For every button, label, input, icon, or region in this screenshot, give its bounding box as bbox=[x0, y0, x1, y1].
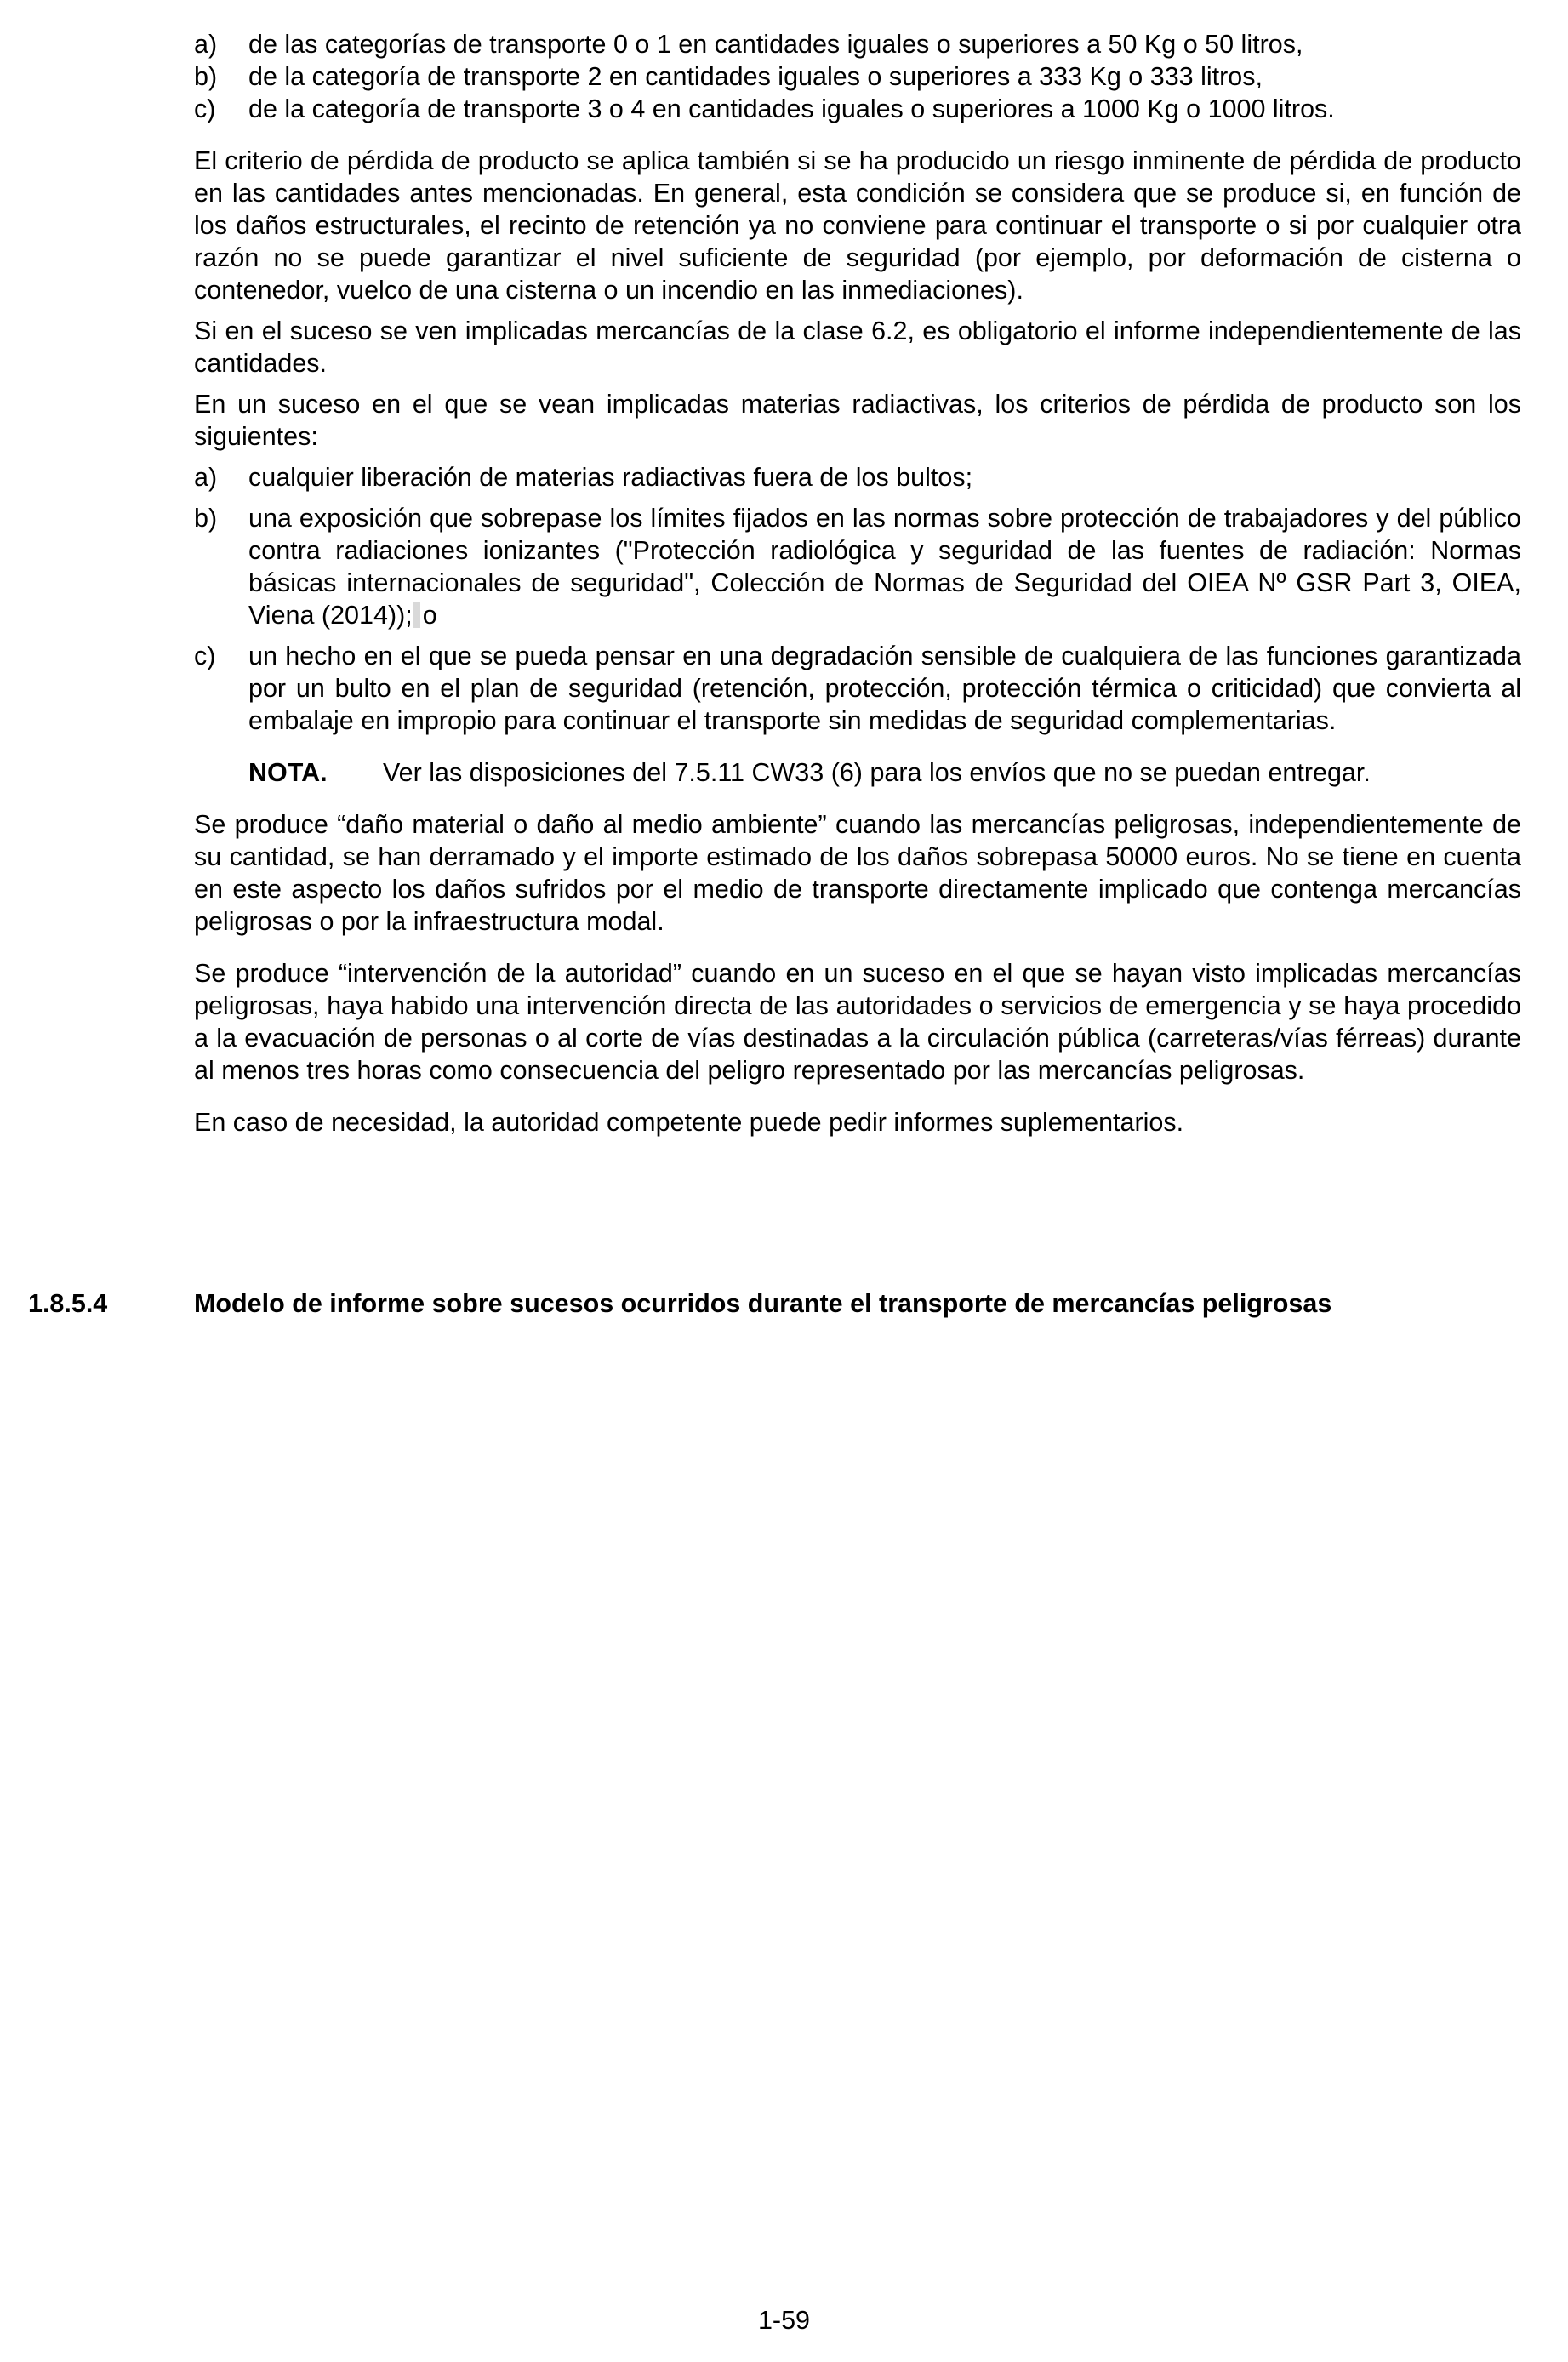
list-item bbox=[194, 640, 1521, 737]
list-marker: a) bbox=[194, 30, 218, 59]
page-number: 1-59 bbox=[757, 2306, 811, 2335]
intro-list bbox=[194, 28, 1521, 125]
section-title: Modelo de informe sobre sucesos ocurridos durante el transporte de mercancías peligrosas bbox=[194, 1289, 1332, 1318]
list-text: de las categorías de transporte 0 o 1 en cantidades iguales o superiores a 50 Kg o 50 litros, bbox=[248, 30, 1303, 59]
list-item bbox=[194, 502, 1521, 631]
list-marker: b) bbox=[194, 504, 218, 533]
section-number: 1.8.5.4 bbox=[28, 1289, 108, 1318]
list-text-tail: o bbox=[422, 601, 437, 630]
list-text: de la categoría de transporte 2 en cantidades iguales o superiores a 333 Kg o 333 litros, bbox=[248, 62, 1263, 91]
page-body bbox=[194, 28, 1521, 1138]
list-marker: c) bbox=[194, 642, 216, 670]
paragraph-authority-intervention: Se produce “intervención de la autoridad” cuando en un suceso en el que se hayan visto implicadas mercancías peligrosas, haya habido una intervención directa de las autoridades o servicios de emergencia y se haya procedido a la evacuación de personas o al corte de vías destinadas a la circulación pública (carreteras/vías férreas) durante al menos tres horas como consecuencia del peligro representado por las mercancías peligrosas. bbox=[194, 959, 1521, 1085]
paragraph-product-loss: El criterio de pérdida de producto se aplica también si se ha producido un riesgo inminente de pérdida de producto en las cantidades antes mencionadas. En general, esta condición se considera que se produce si, en función de los daños estructurales, el recinto de retención ya no conviene para continuar el transporte o si por cualquier otra razón no se puede garantizar el nivel suficiente de seguridad (por ejemplo, por deformación de cisterna o contenedor, vuelco de una cisterna o un incendio en las inmediaciones). bbox=[194, 146, 1521, 305]
list-text: de la categoría de transporte 3 o 4 en cantidades iguales o superiores a 1000 Kg o 1000 litros. bbox=[248, 94, 1335, 123]
list-text-body: una exposición que sobrepase los límites fijados en las normas sobre protección de trabajadores y del público contra radiaciones ionizantes ("Protección radiológica y seguridad de las fuentes de radiación: Normas básicas internacionales de seguridad", Colección de Normas de Seguridad del OIEA Nº GSR Part 3, OIEA, Viena (2014)); bbox=[248, 504, 1521, 630]
paragraph-material-damage: Se produce “daño material o daño al medio ambiente” cuando las mercancías peligrosas, independientemente de su cantidad, se han derramado y el importe estimado de los daños sobrepasa 50000 euros. No se tiene en cuenta en este aspecto los daños sufridos por el medio de transporte directamente implicado que contenga mercancías peligrosas o por la infraestructura modal. bbox=[194, 810, 1521, 936]
paragraph-supplementary-reports: En caso de necesidad, la autoridad competente puede pedir informes suplementarios. bbox=[194, 1108, 1184, 1137]
list-marker: b) bbox=[194, 62, 218, 91]
list-marker: c) bbox=[194, 94, 216, 123]
list-item bbox=[194, 93, 1521, 125]
list-text bbox=[248, 502, 1521, 631]
list-item bbox=[194, 461, 1521, 494]
radioactive-criteria-list bbox=[194, 461, 1521, 737]
list-item bbox=[194, 60, 1521, 93]
section-heading bbox=[28, 1287, 1525, 1320]
note-label: NOTA. bbox=[248, 758, 328, 787]
list-marker: a) bbox=[194, 463, 218, 492]
paragraph-class-6-2: Si en el suceso se ven implicadas mercancías de la clase 6.2, es obligatorio el informe independientemente de las cantidades. bbox=[194, 317, 1521, 378]
list-text: cualquier liberación de materias radiactivas fuera de los bultos; bbox=[248, 463, 973, 492]
highlight-mark bbox=[413, 602, 420, 628]
note bbox=[248, 756, 1521, 789]
note-text: Ver las disposiciones del 7.5.11 CW33 (6) para los envíos que no se puedan entregar. bbox=[383, 758, 1371, 787]
list-item bbox=[194, 28, 1521, 60]
list-text: un hecho en el que se pueda pensar en una degradación sensible de cualquiera de las funciones garantizada por un bulto en el plan de seguridad (retención, protección, protección térmica o criticidad) que convierta al embalaje en impropio para continuar el transporte sin medidas de seguridad complementarias. bbox=[248, 642, 1521, 735]
paragraph-radioactive: En un suceso en el que se vean implicadas materias radiactivas, los criterios de pérdida de producto son los siguientes: bbox=[194, 390, 1521, 451]
